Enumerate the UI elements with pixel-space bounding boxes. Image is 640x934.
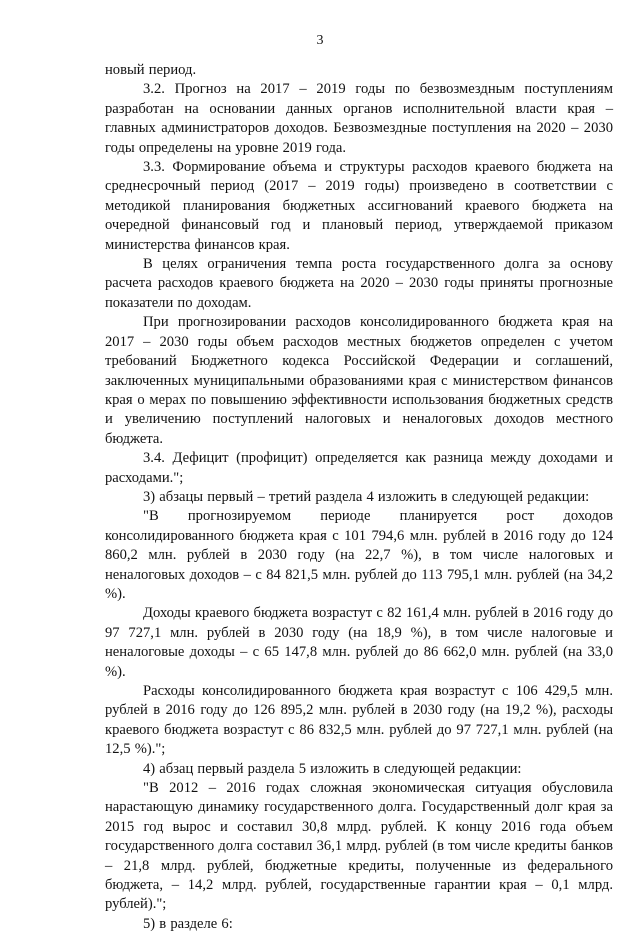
paragraph: Расходы консолидированного бюджета края возрастут с 106 429,5 млн. рублей в 2016 году до 126 895,2 млн. рублей в 2030 году (на 19,2 %), расходы краевого бюджета возрастут с 86 832,5 млн. рублей до 97 727,1 млн. рублей (на 12,5 %).";: [105, 683, 613, 758]
page-number: 3: [316, 33, 324, 48]
document-body: [105, 61, 613, 934]
paragraph: новый период.: [105, 62, 197, 78]
paragraph: 3.2. Прогноз на 2017 – 2019 годы по безвозмездным поступлениям разработан на основании данных органов исполнительной власти края – главных администраторов доходов. Безвозмездные поступления на 2020 – 2030 годы определены на уровне 2019 года.: [105, 81, 613, 156]
paragraph: 3) абзацы первый – третий раздела 4 изложить в следующей редакции:: [143, 488, 590, 505]
paragraph: "В 2012 – 2016 годах сложная экономическая ситуация обусловила нарастающую динамику государственного долга. Государственный долг края за 2015 год вырос и составил 30,8 млрд. рублей. К концу 2016 года объем государственного долга составил 36,1 млрд. рублей (в том числе кредиты банков – 21,8 млрд. рублей, бюджетные кредиты, полученные из федерального бюджета, – 14,2 млрд. рублей, государственные гарантии края – 0,1 млрд. рублей).";: [105, 780, 613, 913]
paragraph: 5) в разделе 6:: [143, 915, 233, 932]
paragraph: 4) абзац первый раздела 5 изложить в следующей редакции:: [143, 760, 522, 777]
paragraph: "В прогнозируемом периоде планируется рост доходов консолидированного бюджета края с 101 794,6 млн. рублей в 2016 году до 124 860,2 млн. рублей в 2030 году (на 22,7 %), в том числе налоговых и неналоговых доходов – с 84 821,5 млн. рублей до 113 795,1 млн. рублей (на 34,2 %).: [105, 508, 613, 602]
paragraph: В целях ограничения темпа роста государственного долга за основу расчета расходов краевого бюджета на 2020 – 2030 годы приняты прогнозные показатели по доходам.: [105, 256, 613, 311]
paragraph: 3.3. Формирование объема и структуры расходов краевого бюджета на среднесрочный период (2017 – 2019 годы) произведено в соответствии с методикой планирования бюджетных ассигнований краевого бюджета на очередной финансовый год и плановый период, утверждаемой приказом министерства финансов края.: [105, 159, 613, 253]
paragraph: 3.4. Дефицит (профицит) определяется как разница между доходами и расходами.";: [105, 450, 613, 486]
paragraph: При прогнозировании расходов консолидированного бюджета края на 2017 – 2030 годы объем расходов местных бюджетов определен с учетом требований Бюджетного кодекса Российской Федерации и соглашений, заключенных муниципальными образованиями края с министерством финансов края о мерах по повышению эффективности использования бюджетных средств и увеличению поступлений налоговых и неналоговых доходов местного бюджета.: [105, 314, 613, 447]
paragraph: Доходы краевого бюджета возрастут с 82 161,4 млн. рублей в 2016 году до 97 727,1 млн. рублей в 2030 году (на 18,9 %), в том числе налоговые и неналоговые доходы – с 65 147,8 млн. рублей до 86 662,0 млн. рублей (на 33,0 %).: [105, 605, 613, 680]
